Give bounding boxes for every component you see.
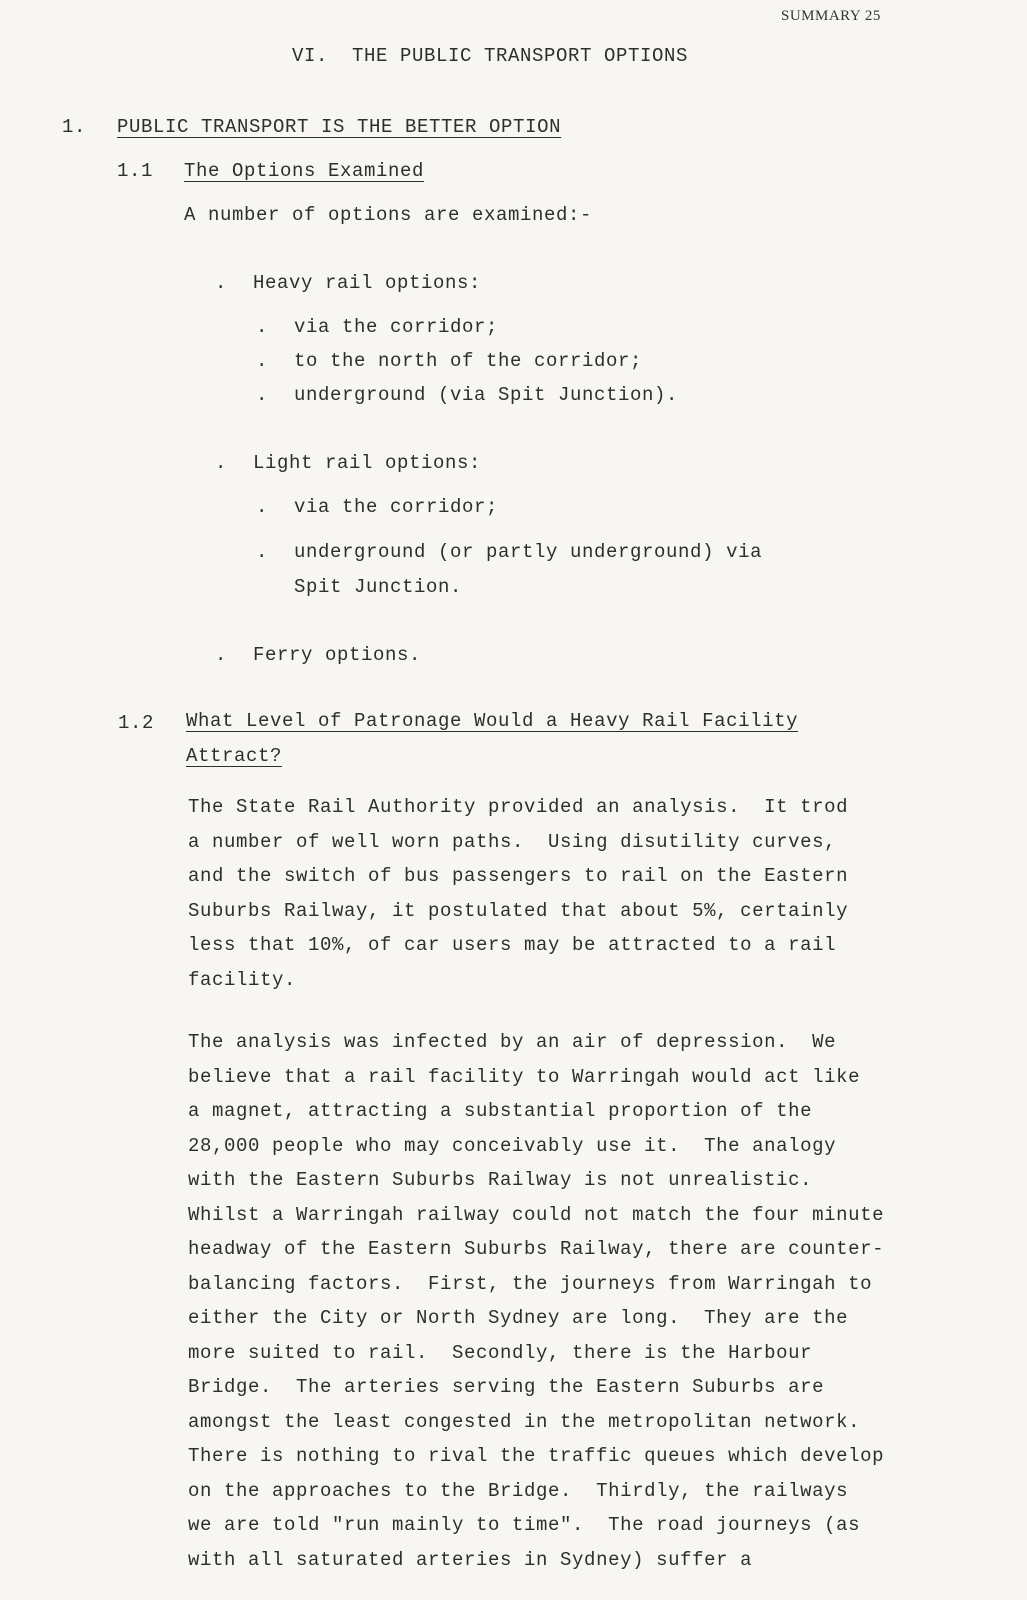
paragraph-line: facility.	[188, 968, 297, 991]
light-rail-bullet	[215, 452, 481, 474]
paragraph-line: with all saturated arteries in Sydney) suffer a	[188, 1548, 753, 1571]
paragraph-line: Bridge. The arteries serving the Eastern Suburbs are	[188, 1376, 825, 1398]
subsection-1-1-number: 1.1	[117, 160, 154, 182]
bullet-dot: .	[256, 541, 269, 563]
list-item	[256, 316, 498, 338]
heavy-rail-bullet	[215, 272, 481, 294]
paragraph-line: 28,000 people who may conceivably use it. The analogy	[188, 1134, 837, 1157]
paragraph-line: believe that a rail facility to Warringah would act like	[188, 1065, 861, 1088]
subsection-1-2-title-line2: Attract?	[186, 745, 283, 767]
paragraph-depression-analysis	[188, 1025, 884, 1577]
list-item-text: underground (via Spit Junction).	[294, 384, 679, 406]
bullet-dot: .	[256, 384, 269, 406]
bullet-dot: .	[256, 316, 269, 338]
list-item-text: underground (or partly underground) via	[294, 541, 763, 563]
bullet-dot: .	[215, 644, 228, 666]
paragraph-line: on the approaches to the Bridge. Thirdly, the railways	[188, 1479, 849, 1502]
list-item-text: via the corridor;	[294, 316, 499, 338]
paragraph-line: The analysis was infected by an air of depression. We	[188, 1031, 837, 1053]
options-intro: A number of options are examined:-	[184, 204, 593, 226]
paragraph-line: less that 10%, of car users may be attracted to a rail	[188, 934, 837, 956]
list-item-continuation: Spit Junction.	[294, 576, 463, 598]
paragraph-line: Suburbs Railway, it postulated that about 5%, certainly	[188, 899, 849, 922]
ferry-label: Ferry options.	[253, 644, 422, 666]
paragraph-line: with the Eastern Suburbs Railway is not unrealistic.	[188, 1169, 813, 1191]
bullet-dot: .	[256, 350, 269, 372]
paragraph-line: amongst the least congested in the metropolitan network.	[188, 1410, 861, 1433]
subsection-1-2-title-line1: What Level of Patronage Would a Heavy Rail Facility	[186, 710, 799, 732]
heavy-rail-label: Heavy rail options:	[253, 272, 482, 294]
paragraph-line: either the City or North Sydney are long. They are the	[188, 1307, 849, 1329]
list-item	[256, 350, 642, 372]
bullet-dot: .	[215, 452, 228, 474]
bullet-dot: .	[256, 496, 269, 518]
list-item-text: to the north of the corridor;	[294, 350, 643, 372]
paragraph-line: more suited to rail. Secondly, there is the Harbour	[188, 1341, 813, 1364]
bullet-dot: .	[215, 272, 228, 294]
ferry-bullet	[215, 644, 421, 666]
subsection-1-2-number: 1.2	[118, 712, 155, 734]
paragraph-line: balancing factors. First, the journeys from Warringah to	[188, 1272, 873, 1295]
section-number: 1.	[62, 116, 87, 138]
paragraph-line: a magnet, attracting a substantial proportion of the	[188, 1100, 813, 1122]
list-item	[256, 541, 762, 563]
paragraph-line: There is nothing to rival the traffic queues which develop	[188, 1445, 885, 1467]
paragraph-line: Whilst a Warringah railway could not match the four minute	[188, 1203, 885, 1226]
section-title: PUBLIC TRANSPORT IS THE BETTER OPTION	[117, 116, 562, 138]
paragraph-line: The State Rail Authority provided an analysis. It trod	[188, 796, 849, 818]
paragraph-line: and the switch of bus passengers to rail on the Eastern	[188, 865, 849, 887]
light-rail-label: Light rail options:	[253, 452, 482, 474]
list-item	[256, 496, 498, 518]
paragraph-line: a number of well worn paths. Using disutility curves,	[188, 830, 837, 853]
paragraph-line: we are told "run mainly to time". The road journeys (as	[188, 1514, 861, 1536]
paragraph-srA-analysis	[188, 790, 848, 997]
running-header: SUMMARY 25	[781, 8, 881, 24]
list-item	[256, 384, 678, 406]
subsection-1-1-title: The Options Examined	[184, 160, 425, 182]
chapter-title: VI. THE PUBLIC TRANSPORT OPTIONS	[292, 45, 689, 67]
paragraph-line: headway of the Eastern Suburbs Railway, there are counter-	[188, 1238, 885, 1260]
list-item-text: via the corridor;	[294, 496, 499, 518]
